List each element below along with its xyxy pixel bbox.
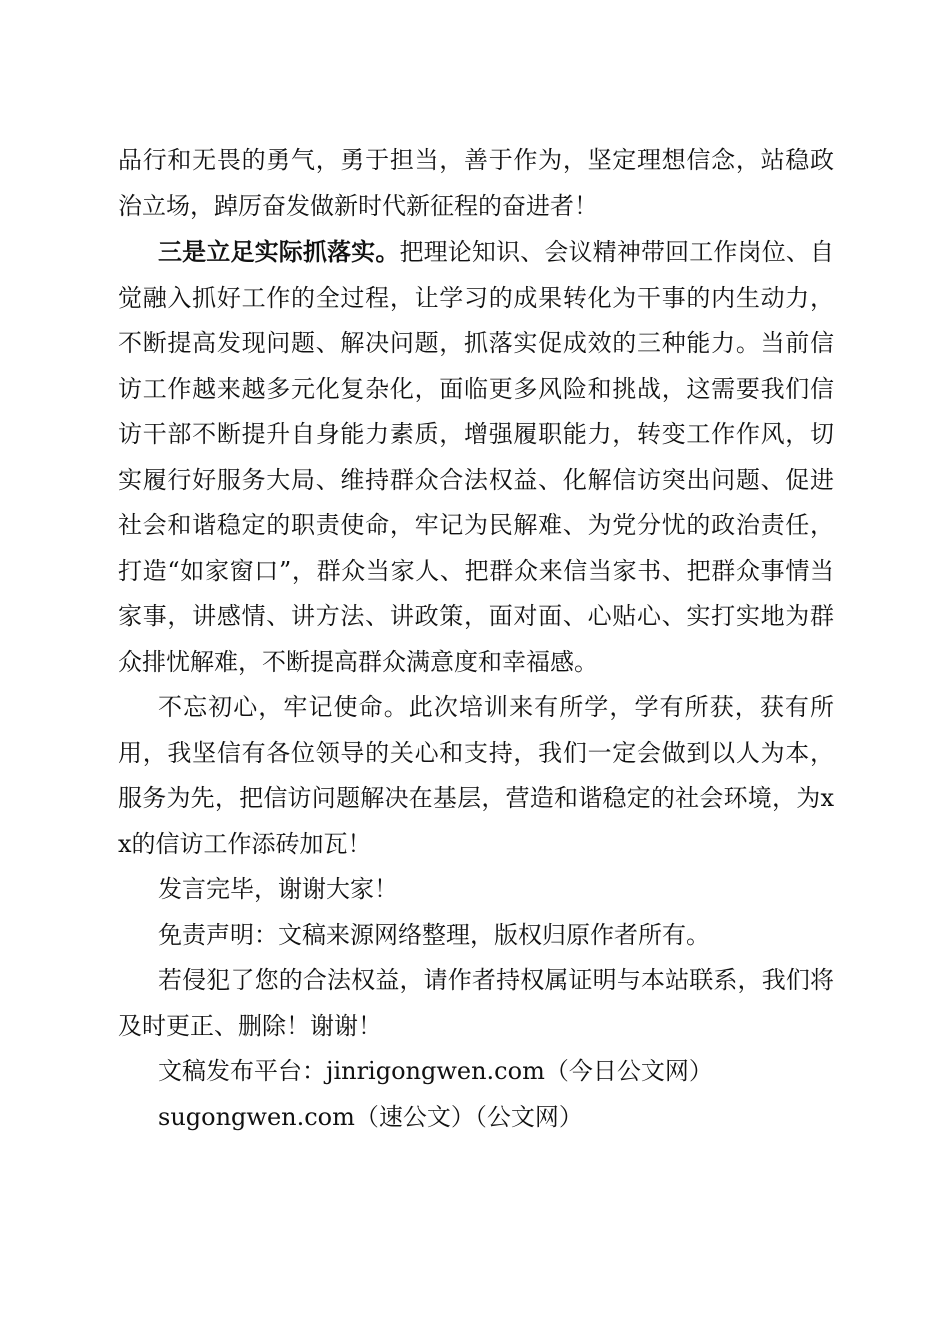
paragraph-disclaimer: 免责声明：文稿来源网络整理，版权归原作者所有。 <box>158 920 710 949</box>
paragraph-infringement-notice: 若侵犯了您的合法权益，请作者持权属证明与本站联系，我们将及时更正、删除！谢谢！ <box>118 966 834 1040</box>
paragraph-conclusion: 不忘初心，牢记使命。此次培训来有所学，学有所获，获有所用，我坚信有各位领导的关心和支持，我们一定会做到以人为本，服务为先，把信访问题解决在基层，营造和谐稳定的社会环境，为xx的信访工作添砖加瓦！ <box>118 693 834 858</box>
paragraph-closing-thanks: 发言完毕，谢谢大家！ <box>158 875 398 903</box>
paragraph-site-names: sugongwen.com（速公文）（公文网） <box>158 1102 583 1131</box>
paragraph-lead-heading: 三是立足实际抓落实。 <box>158 237 400 266</box>
document-body <box>118 138 834 1140</box>
paragraph-publish-platform: 文稿发布平台：jinrigongwen.com（今日公文网） <box>158 1057 713 1085</box>
paragraph-body-text: 把理论知识、会议精神带回工作岗位、自觉融入抓好工作的全过程，让学习的成果转化为干事的内生动力，不断提高发现问题、解决问题，抓落实促成效的三种能力。当前信访工作越来越多元化复杂化，面临更多风险和挑战，这需要我们信访干部不断提升自身能力素质，增强履职能力，转变工作作风，切实履行好服务大局、维持群众合法权益、化解信访突出问题、促进社会和谐稳定的职责使命，牢记为民解难、为党分忧的政治责任，打造“如家窗口”，群众当家人、把群众来信当家书、把群众事情当家事，讲感情、讲方法、讲政策，面对面、心贴心、实打实地为群众排忧解难，不断提高群众满意度和幸福感。 <box>118 238 835 676</box>
paragraph-continuation: 品行和无畏的勇气，勇于担当，善于作为，坚定理想信念，站稳政治立场，踔厉奋发做新时代新征程的奋进者！ <box>118 146 834 220</box>
paragraph-point-three <box>118 229 834 685</box>
